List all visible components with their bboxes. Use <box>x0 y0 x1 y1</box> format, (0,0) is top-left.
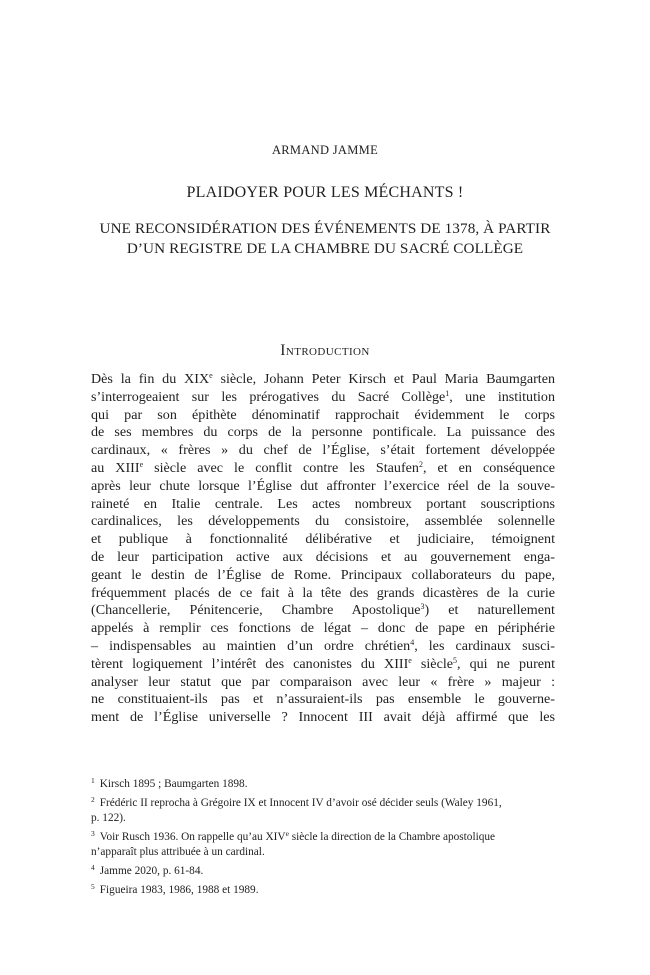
article-title: PLAIDOYER POUR LES MÉCHANTS ! <box>186 184 464 201</box>
text-line: qui par son épithète dénominatif rapprochait évidemment le corps <box>91 406 555 423</box>
subtitle-line: UNE RECONSIDÉRATION DES ÉVÉNEMENTS DE 1378, À PARTIR <box>99 220 551 237</box>
footnotes <box>91 773 555 898</box>
text-run: siècle avec le conflit contre les Staufen <box>143 459 419 476</box>
footnote-ref: 2 <box>418 459 423 469</box>
author-name: ARMAND JAMME <box>271 143 379 157</box>
text-line: cardinaux, « frères » du chef de l’Église, s’était fortement développée <box>91 442 555 459</box>
footnote-number: 5 <box>91 882 95 891</box>
footnote <box>91 773 555 792</box>
footnote-text: Jamme 2020, p. 61-84. <box>99 865 204 877</box>
text-run: , et en conséquence <box>422 459 555 476</box>
text-run: Dès la fin du XIX <box>91 371 210 387</box>
text-line <box>91 371 555 389</box>
footnote-number: 4 <box>91 863 95 872</box>
text-run: au XIII <box>91 459 140 476</box>
text-run: siècle, Johann Peter Kirsch et Paul Maria Baumgarten <box>212 371 556 387</box>
footnote-number: 2 <box>91 795 95 804</box>
section-heading: Introduction <box>280 342 370 359</box>
text-run: , une institution <box>449 388 555 405</box>
footnote <box>91 792 555 811</box>
text-run: , qui ne purent <box>457 655 555 672</box>
text-line <box>91 638 555 656</box>
text-line <box>91 389 555 407</box>
text-line: de ses membres du corps de la personne pontificale. La puissance des <box>91 424 555 441</box>
text-line: analyser leur statut que par comparaison avec leur « frère » majeur : <box>91 673 555 690</box>
text-line: de leur participation active aux décisions et au gouvernement enga- <box>91 548 555 565</box>
footnote-ref: 1 <box>445 388 450 398</box>
text-run: (Chancellerie, Pénitencerie, Chambre Apostolique <box>91 602 421 619</box>
superscript: e <box>209 371 213 380</box>
text-line: après leur chute lorsque l’Église dut affronter l’exercice réel de la souve- <box>91 477 555 494</box>
footnote-text: siècle la direction de la Chambre apostolique <box>288 831 496 843</box>
text-run: tèrent logiquement l’intérêt des canonistes du XIII <box>91 655 409 672</box>
text-line <box>91 602 555 620</box>
text-line: geant le destin de l’Église de Rome. Principaux collaborateurs du pape, <box>91 566 555 583</box>
superscript: e <box>285 829 289 838</box>
subtitle-line: D’UN REGISTRE DE LA CHAMBRE DU SACRÉ COLLÈGE <box>126 240 524 257</box>
article-subtitle <box>70 219 580 259</box>
text-line: ne constituaient-ils pas et n’assuraient-ils pas ensemble le gouverne- <box>91 691 555 708</box>
footnote <box>91 826 555 845</box>
text-line: fréquemment placés de ce fait à la tête des grands dicastères de la curie <box>91 584 555 601</box>
footnote-continuation: n’apparaît plus attribuée à un cardinal. <box>91 846 265 858</box>
text-run: siècle <box>411 655 453 672</box>
footnote-text: Kirsch 1895 ; Baumgarten 1898. <box>99 778 248 790</box>
text-line: ment de l’Église universelle ? Innocent III avait déjà affirmé que les <box>91 709 555 726</box>
text-line: et publique à fonctionnalité délibérative et judiciaire, témoignent <box>91 531 555 548</box>
text-run: – indispensables au maintien d’un ordre chrétien <box>91 637 411 654</box>
body-paragraph <box>91 371 555 727</box>
footnote-ref: 3 <box>420 602 425 612</box>
text-run: ) et naturellement <box>424 602 555 619</box>
text-line <box>91 656 555 674</box>
footnote-ref: 4 <box>410 637 415 647</box>
superscript: e <box>139 459 144 469</box>
footnote-number: 1 <box>91 776 95 785</box>
footnote-text: Figueira 1983, 1986, 1988 et 1989. <box>99 884 259 896</box>
footnote-continuation: p. 122). <box>91 812 126 824</box>
text-line: raineté en Italie centrale. Les actes nombreux portant souscriptions <box>91 495 555 512</box>
text-run: , les cardinaux susci- <box>414 637 555 654</box>
footnote <box>91 879 555 898</box>
superscript: e <box>408 655 412 665</box>
text-line <box>91 460 555 478</box>
footnote-number: 3 <box>91 829 95 838</box>
text-run: s’interrogeaient sur les prérogatives du Sacré Collège <box>91 388 446 405</box>
footnote-text: Voir Rusch 1936. On rappelle qu’au XIV <box>99 831 286 843</box>
footnote-ref: 5 <box>453 655 457 665</box>
text-line: cardinalices, les développements du consistoire, assemblée solennelle <box>91 513 555 530</box>
footnote-text: Frédéric II reprocha à Grégoire IX et Innocent IV d’avoir osé décider seuls (Waley 1961, <box>99 797 502 809</box>
text-line: appelés à remplir ces fonctions de légat – donc de pape en périphérie <box>91 620 555 637</box>
footnote <box>91 860 555 879</box>
